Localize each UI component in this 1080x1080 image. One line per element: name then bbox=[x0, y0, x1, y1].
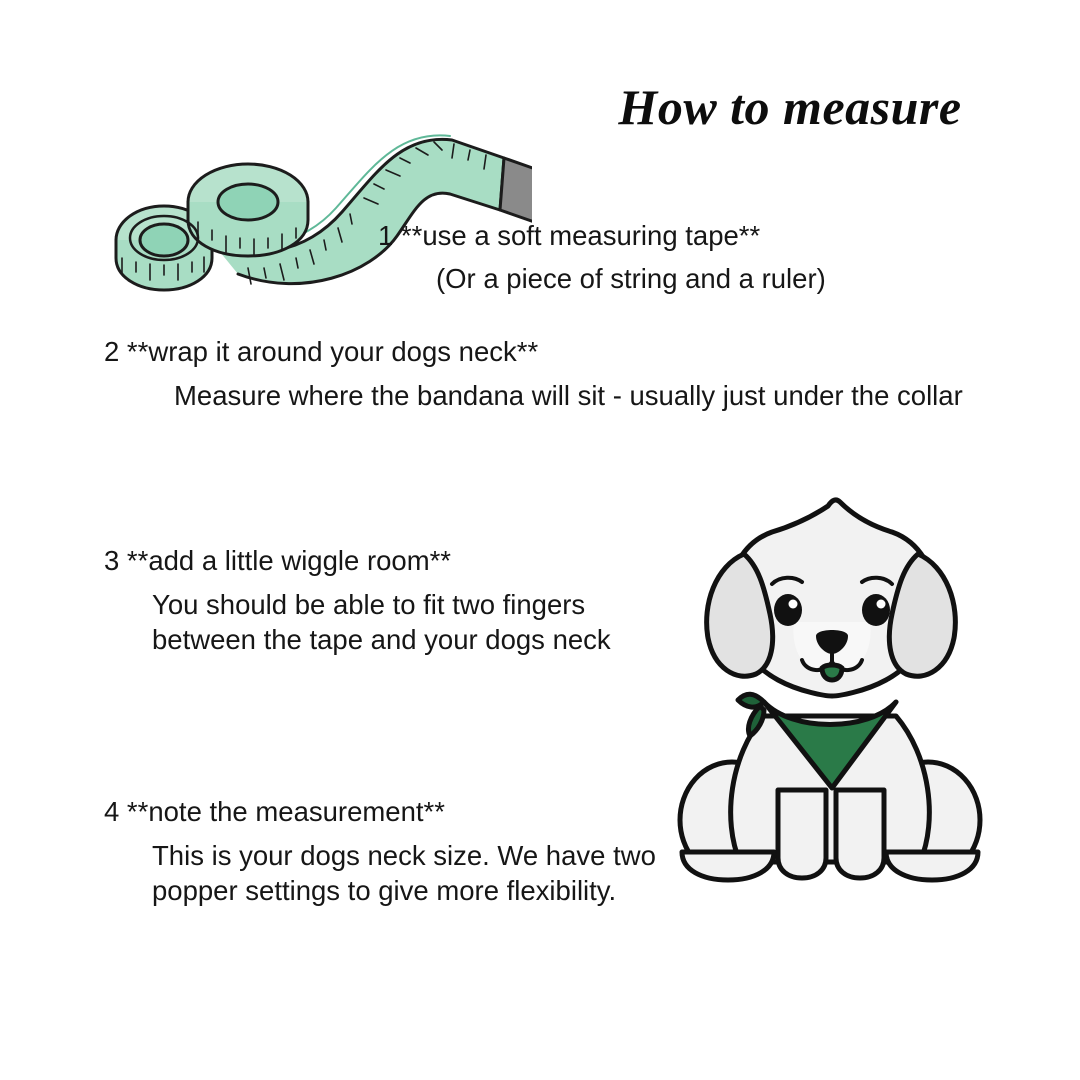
step-3-heading: 3 **add a little wiggle room** bbox=[104, 545, 451, 576]
step-4-heading: 4 **note the measurement** bbox=[104, 796, 445, 827]
step-3-detail: You should be able to fit two fingers between the tape and your dogs neck bbox=[152, 589, 611, 656]
puppy-with-bandana-icon bbox=[660, 470, 1000, 910]
step-1-detail: (Or a piece of string and a ruler) bbox=[436, 263, 826, 295]
page-title: How to measure bbox=[618, 79, 962, 135]
step-3 bbox=[104, 543, 664, 658]
step-1 bbox=[378, 218, 978, 296]
step-4 bbox=[104, 794, 684, 909]
step-2 bbox=[104, 334, 994, 413]
step-2-detail: Measure where the bandana will sit - usually just under the collar bbox=[174, 380, 963, 412]
step-4-detail: This is your dogs neck size. We have two popper settings to give more flexibility. bbox=[152, 840, 656, 907]
step-2-heading: 2 **wrap it around your dogs neck** bbox=[104, 336, 539, 367]
step-1-heading: 1 **use a soft measuring tape** bbox=[378, 220, 761, 251]
